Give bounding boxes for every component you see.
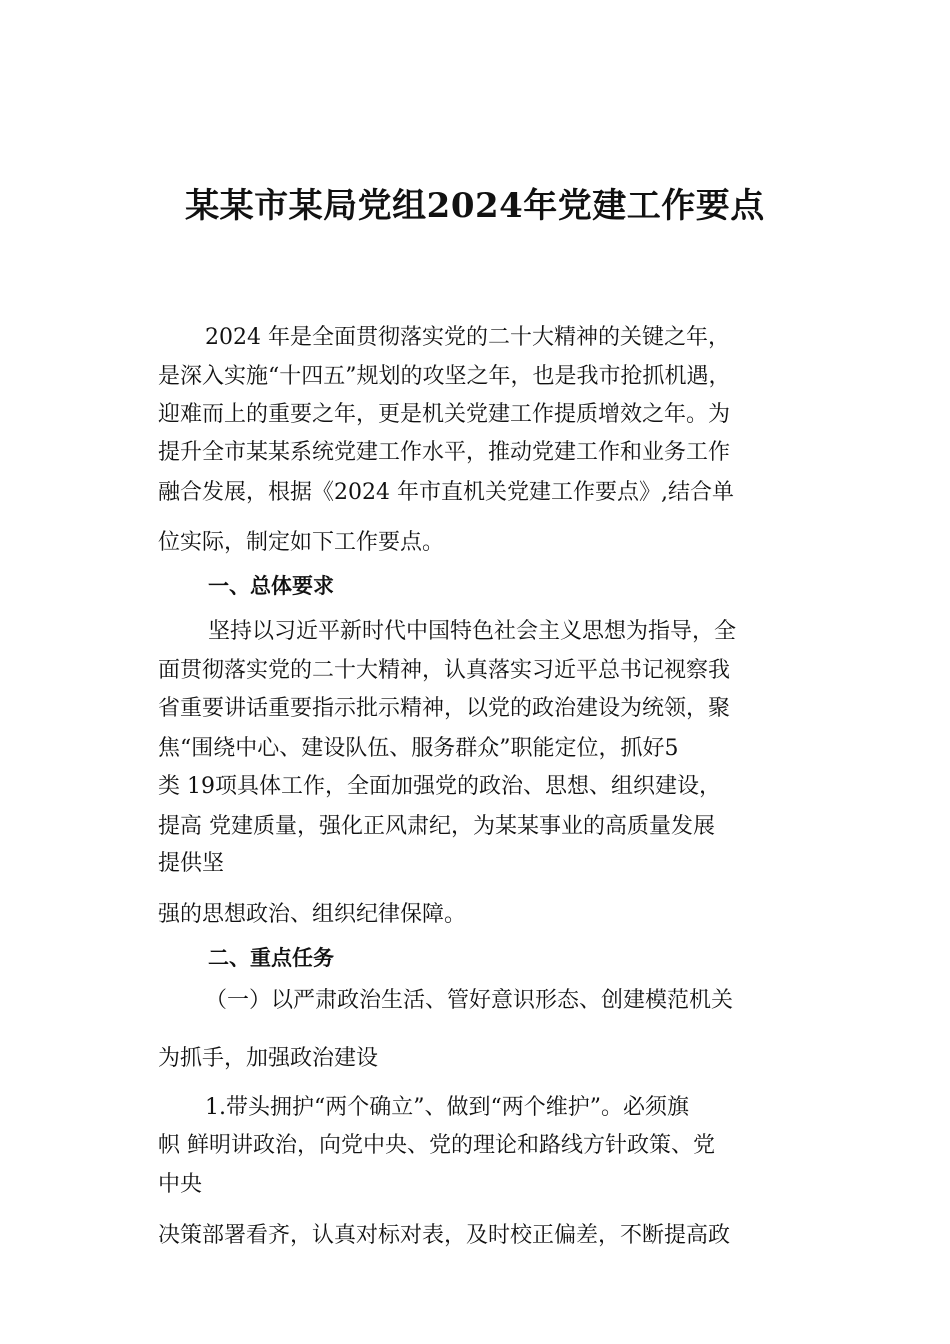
paragraph-line: 融合发展，根据《2024 年市直机关党建工作要点》,结合单 [158, 480, 734, 505]
paragraph-line: 位实际，制定如下工作要点。 [158, 530, 445, 555]
paragraph-line: 省重要讲话重要指示批示精神，以党的政治建设为统领，聚 [158, 696, 731, 721]
paragraph-line: 类 19项具体工作，全面加强党的政治、思想、组织建设， [158, 774, 721, 799]
paragraph-line: 1.带头拥护“两个确立”、做到“两个维护”。必须旗 [205, 1095, 689, 1120]
paragraph-line: 为抓手，加强政治建设 [158, 1046, 379, 1071]
paragraph-line: 提供坚 [158, 851, 225, 876]
paragraph-line: 迎难而上的重要之年，更是机关党建工作提质增效之年。为 [158, 402, 731, 427]
paragraph-line: 提高 党建质量，强化正风肃纪，为某某事业的高质量发展 [158, 814, 715, 839]
paragraph-line: 提升全市某某系统党建工作水平，推动党建工作和业务工作 [158, 440, 731, 465]
paragraph-line: 中央 [158, 1172, 203, 1197]
document-title: 某某市某局党组2024年党建工作要点 [185, 186, 765, 226]
paragraph-line: 坚持以习近平新时代中国特色社会主义思想为指导，全 [208, 619, 737, 644]
section-heading: 一、总体要求 [208, 574, 334, 598]
paragraph-line: 焦“围绕中心、建设队伍、服务群众”职能定位，抓好5 [158, 736, 679, 761]
section-heading: 二、重点任务 [208, 946, 334, 970]
paragraph-line: 决策部署看齐，认真对标对表，及时校正偏差，不断提高政 [158, 1223, 731, 1248]
paragraph-line: （一）以严肃政治生活、管好意识形态、创建模范机关 [205, 988, 734, 1013]
paragraph-line: 帜 鲜明讲政治，向党中央、党的理论和路线方针政策、党 [158, 1133, 715, 1158]
paragraph-line: 面贯彻落实党的二十大精神，认真落实习近平总书记视察我 [158, 658, 731, 683]
paragraph-line: 2024 年是全面贯彻落实党的二十大精神的关键之年， [205, 325, 730, 350]
paragraph-line: 是深入实施“十四五”规划的攻坚之年，也是我市抢抓机遇， [158, 364, 731, 389]
paragraph-line: 强的思想政治、组织纪律保障。 [158, 902, 467, 927]
